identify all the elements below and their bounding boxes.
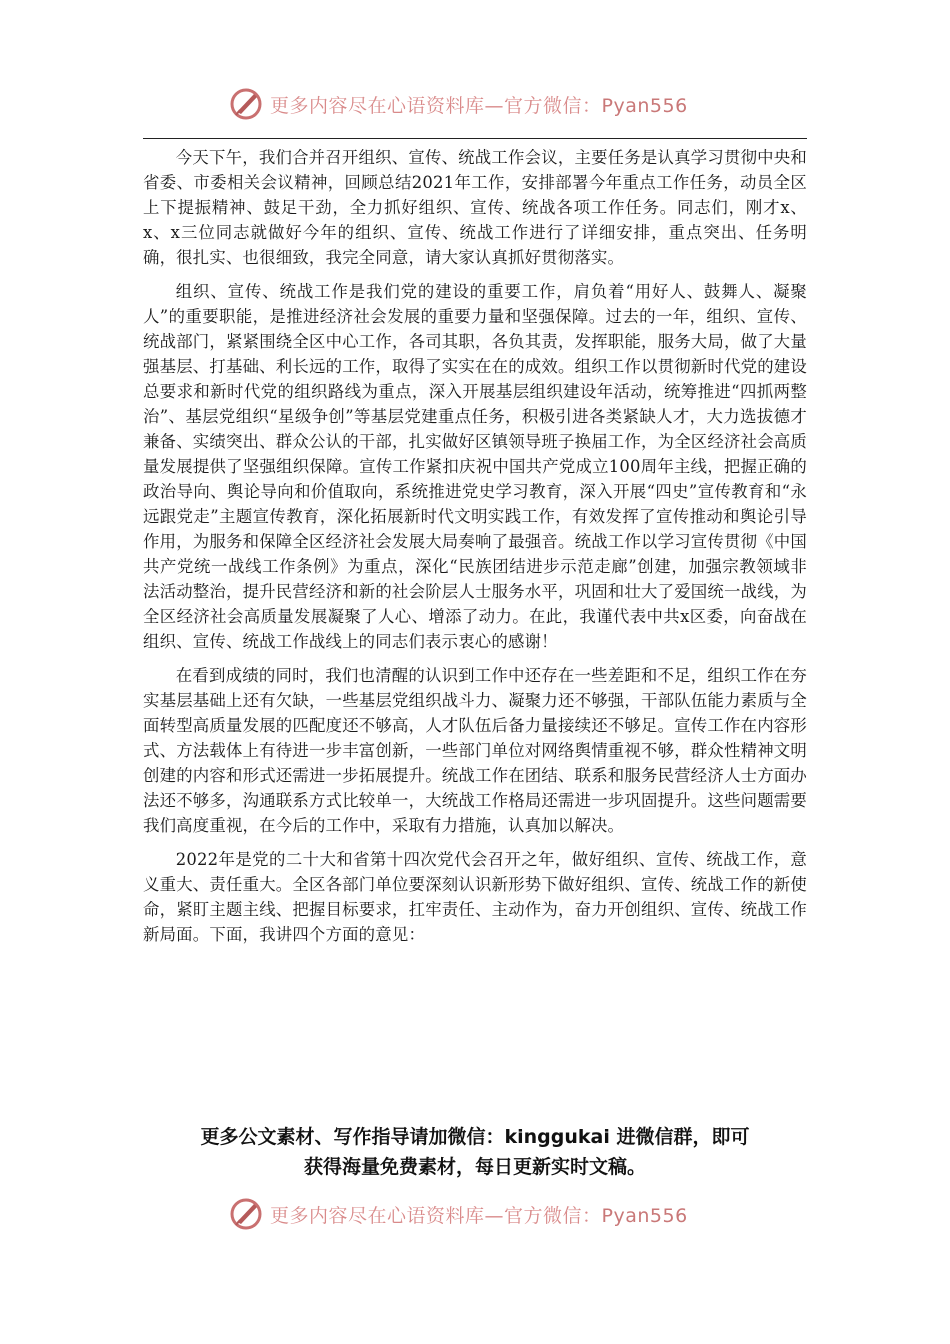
footer-banner-text: 更多内容尽在心语资料库—官方微信：Pyan556 [270,1204,688,1227]
header-banner-text: 更多内容尽在心语资料库—官方微信：Pyan556 [270,94,688,117]
paragraph-1: 今天下午，我们合并召开组织、宣传、统战工作会议，主要任务是认真学习贯彻中央和省委、市委相关会议精神，回顾总结2021年工作，安排部署今年重点工作任务，动员全区上下提振精神、鼓足干劲，全力抓好组织、宣传、统战各项工作任务。同志们，刚才x、x、x三位同志就做好今年的组织、宣传、统战工作进行了详细安排，重点突出、任务明确，很扎实、也很细致，我完全同意，请大家认真抓好贯彻落实。 [143,148,807,267]
promo-notice [130,1122,820,1182]
paragraph-3: 在看到成绩的同时，我们也清醒的认识到工作中还存在一些差距和不足，组织工作在夯实基层基础上还有欠缺，一些基层党组织战斗力、凝聚力还不够强，干部队伍能力素质与全面转型高质量发展的匹配度还不够高，人才队伍后备力量接续还不够足。宣传工作在内容形式、方法载体上有待进一步丰富创新，一些部门单位对网络舆情重视不够，群众性精神文明创建的内容和形式还需进一步拓展提升。统战工作在团结、联系和服务民营经济人士方面办法还不够多，沟通联系方式比较单一，大统战工作格局还需进一步巩固提升。这些问题需要我们高度重视，在今后的工作中，采取有力措施，认真加以解决。 [143,666,807,835]
quill-circle-icon [228,1196,264,1232]
promo-line-2: 获得海量免费素材，每日更新实时文稿。 [303,1156,646,1178]
footer-banner [228,1194,728,1234]
paragraph-4: 2022年是党的二十大和省第十四次党代会召开之年，做好组织、宣传、统战工作，意义重大、责任重大。全区各部门单位要深刻认识新形势下做好组织、宣传、统战工作的新使命，紧盯主题主线、把握目标要求，扛牢责任、主动作为，奋力开创组织、宣传、统战工作新局面。下面，我讲四个方面的意见： [143,850,807,944]
header-divider [143,138,807,139]
header-wechat-id: Pyan556 [601,94,688,117]
quill-circle-icon [228,86,264,122]
document-body [143,145,807,956]
header-banner [228,84,728,124]
footer-wechat-id: Pyan556 [601,1204,688,1227]
paragraph-2: 组织、宣传、统战工作是我们党的建设的重要工作，肩负着“用好人、鼓舞人、凝聚人”的重要职能，是推进经济社会发展的重要力量和坚强保障。过去的一年，组织、宣传、统战部门，紧紧围绕全区中心工作，各司其职，各负其责，发挥职能，服务大局，做了大量强基层、打基础、利长远的工作，取得了实实在在的成效。组织工作以贯彻新时代党的建设总要求和新时代党的组织路线为重点，深入开展基层组织建设年活动，统筹推进“四抓两整治”、基层党组织“星级争创”等基层党建重点任务，积极引进各类紧缺人才，大力选拔德才兼备、实绩突出、群众公认的干部，扎实做好区镇领导班子换届工作，为全区经济社会高质量发展提供了坚强组织保障。宣传工作紧扣庆祝中国共产党成立100周年主线，把握正确的政治导向、舆论导向和价值取向，系统推进党史学习教育，深入开展“四史”宣传教育和“永远跟党走”主题宣传教育，深化拓展新时代文明实践工作，有效发挥了宣传推动和舆论引导作用，为服务和保障全区经济社会发展大局奏响了最强音。统战工作以学习宣传贯彻《中国共产党统一战线工作条例》为重点，深化“民族团结进步示范走廊”创建，加强宗教领域非法活动整治，提升民营经济和新的社会阶层人士服务水平，巩固和壮大了爱国统一战线，为全区经济社会高质量发展凝聚了人心、增添了动力。在此，我谨代表中共x区委，向奋战在组织、宣传、统战工作战线上的同志们表示衷心的感谢！ [143,282,807,651]
promo-line-1: 更多公文素材、写作指导请加微信：kinggukai 进微信群，即可 [200,1126,750,1148]
